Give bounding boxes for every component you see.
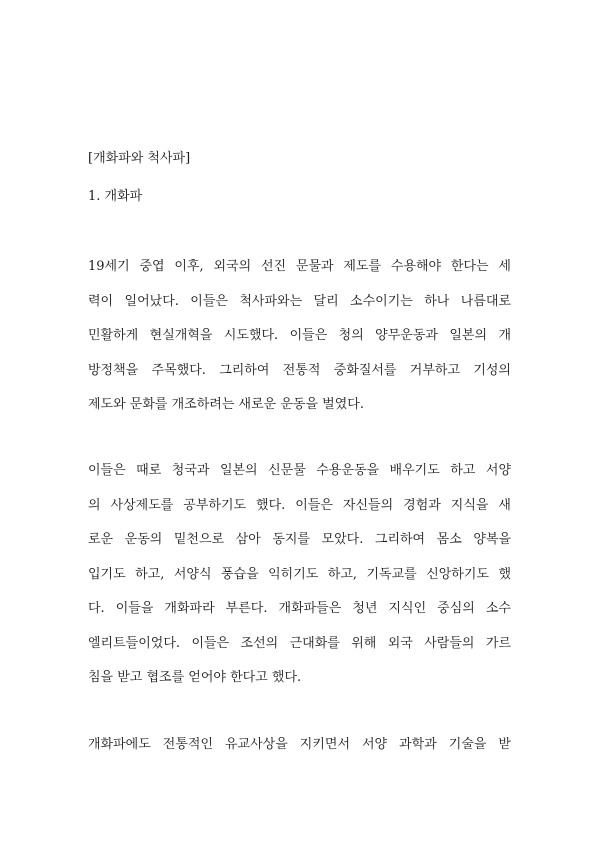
paragraph-line: 19세기 중엽 이후, 외국의 선진 문물과 제도를 수용해야 한다는 세: [88, 259, 511, 274]
paragraph-2: [88, 463, 511, 705]
section-title: 1. 개화파: [88, 189, 143, 204]
paragraph-line: 입기도 하고, 서양식 풍습을 익히기도 하고, 기독교를 신앙하기도 했: [88, 566, 511, 582]
paragraph-line: 의 사상제도를 공부하기도 했다. 이들은 자신들의 경험과 지식을 새: [88, 497, 511, 513]
paragraph-line: 력이 일어났다. 이들은 척사파와는 달리 소수이기는 하나 나름대로: [88, 293, 511, 309]
paragraph-line: 개화파에도 전통적인 유교사상을 지키면서 서양 과학과 기술을 받: [88, 737, 511, 752]
paragraph-line: 로운 운동의 밑천으로 삼아 동지를 모았다. 그리하여 몸소 양복을: [88, 532, 511, 547]
paragraph-1: [88, 259, 511, 432]
document-title: [개화파와 척사파]: [88, 151, 191, 166]
paragraph-line: 방정책을 주목했다. 그리하여 전통적 중화질서를 거부하고 기성의: [88, 362, 511, 378]
paragraph-line: 다. 이들을 개화파라 부른다. 개화파들은 청년 지식인 중심의 소수: [88, 601, 511, 616]
paragraph-line: 엘리트들이었다. 이들은 조선의 근대화를 위해 외국 사람들의 가르: [88, 635, 511, 651]
paragraph-line: 민활하게 현실개혁을 시도했다. 이들은 청의 양무운동과 일본의 개: [88, 328, 511, 343]
paragraph-line: 이들은 때로 청국과 일본의 신문물 수용운동을 배우기도 하고 서양: [88, 463, 511, 478]
paragraph-line: 제도와 문화를 개조하려는 새로운 운동을 벌였다.: [88, 397, 364, 412]
paragraph-3: [88, 737, 511, 772]
paragraph-line: 침을 받고 협조를 얻어야 한다고 했다.: [88, 670, 302, 685]
